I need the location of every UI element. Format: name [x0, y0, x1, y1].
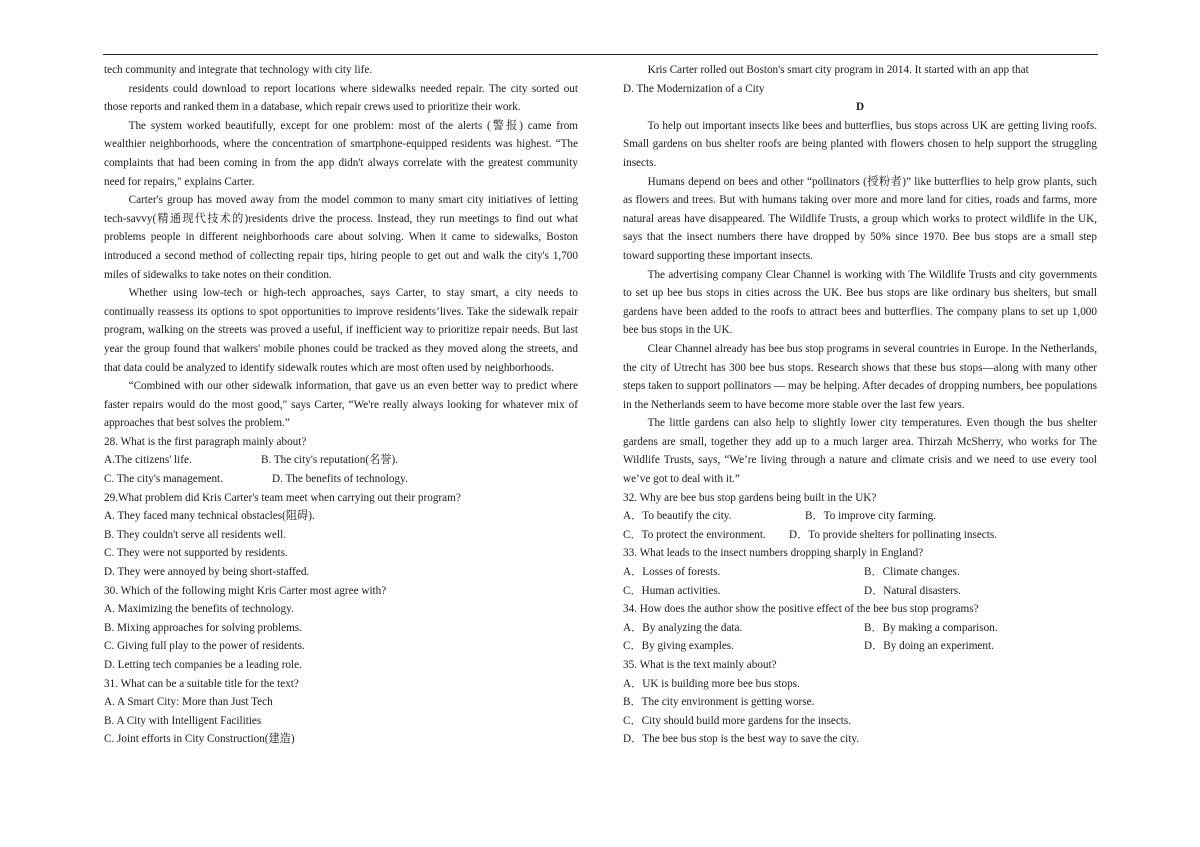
- top-rule: [103, 54, 1098, 55]
- question-35: 35. What is the text mainly about?: [623, 659, 777, 671]
- option: B．By making a comparison.: [864, 621, 998, 634]
- option: A. A Smart City: More than Just Tech: [104, 696, 273, 709]
- paragraph: “Combined with our other sidewalk information, that gave us an even better way to predict where faster repairs would do the most good," says Carter, “We're really always looking for whatever mix of approaches that best solves the problem.”: [104, 380, 578, 430]
- option: B. A City with Intelligent Facilities: [104, 714, 262, 727]
- option: A．To beautify the city.: [623, 510, 732, 523]
- options-row: [623, 526, 1097, 545]
- question-34: 34. How does the author show the positive effect of the bee bus stop programs?: [623, 603, 979, 616]
- options-row: [623, 563, 1097, 582]
- option: C．By giving examples.: [623, 640, 734, 653]
- option: B．Climate changes.: [864, 566, 960, 579]
- option: A. They faced many technical obstacles(阻碍).: [104, 510, 315, 523]
- option: C. Giving full play to the power of residents.: [104, 640, 305, 653]
- option: C. Joint efforts in City Construction(建造): [104, 733, 295, 746]
- option: D. Letting tech companies be a leading role.: [104, 659, 302, 671]
- paragraph: Clear Channel already has bee bus stop programs in several countries in Europe. In the Netherlands, the city of Utrecht has 300 bee bus stops. Research shows that these bus stops—along with many other steps taken to support pollinators — may be helping. After decades of dropping numbers, bee populations in the Netherlands seem to have become more stable over the last few years.: [623, 342, 1097, 411]
- option: A．By analyzing the data.: [623, 621, 743, 634]
- option: B．To improve city farming.: [805, 510, 936, 523]
- option: C．City should build more gardens for the insects.: [623, 714, 852, 727]
- paragraph: Kris Carter rolled out Boston's smart city program in 2014. It started with an app that: [647, 64, 1029, 76]
- question-32: 32. Why are bee bus stop gardens being built in the UK?: [623, 491, 877, 504]
- options-row: [623, 619, 1097, 638]
- question-28: 28. What is the first paragraph mainly about?: [104, 435, 307, 448]
- option: A.The citizens' life.: [104, 454, 192, 467]
- option: D．The bee bus stop is the best way to save the city.: [623, 733, 860, 746]
- question-31: 31. What can be a suitable title for the text?: [104, 677, 299, 690]
- paragraph: tech community and integrate that technology with city life.: [104, 64, 373, 76]
- option: C．To protect the environment.: [623, 528, 766, 541]
- paragraph: Carter's group has moved away from the model common to many smart city initiatives of letting tech-savvy(精通现代技术的)residents drive the process. Instead, they run meetings to find out what problems people in different neighborhoods care about solving. When it came to sidewalks, Boston introduced a second method of collecting repair tips, hiring people to get out and walk the city's 1,700 miles of sidewalks to take notes on their condition.: [104, 194, 578, 281]
- paragraph: Whether using low-tech or high-tech approaches, says Carter, to stay smart, a city needs to continually reassess its options to spot opportunities to improve residents’lives. Take the sidewalk repair program, walking on the streets was proved a useful, if inefficient way to prioritize repair needs. But last year the group found that walkers' mobile phones could be tracked as they moved along the streets, and that data could be analyzed to identify sidewalk routes which are most often used by neighborhoods.: [104, 287, 578, 374]
- paragraph: The little gardens can also help to slightly lower city temperatures. Even though the bus shelter gardens are small, together they add up to a much larger area. Thirzah McSherry, who works for The Wildlife Trusts, says, “We’re living through a nature and climate crisis and we need to use every tool we’ve got to deal with it.”: [623, 417, 1097, 486]
- section-heading: D: [855, 101, 865, 114]
- paragraph: To help out important insects like bees and butterflies, bus stops across UK are getting living roofs. Small gardens on bus shelter roofs are being planted with flowers chosen to help support the struggling insects.: [623, 119, 1097, 169]
- option: B．The city environment is getting worse.: [623, 696, 815, 709]
- option: D．By doing an experiment.: [864, 640, 994, 653]
- options-row: [623, 507, 1097, 526]
- options-row: [104, 451, 578, 470]
- option: C．Human activities.: [623, 584, 721, 597]
- options-row: [104, 470, 578, 489]
- option: D. They were annoyed by being short-staffed.: [104, 566, 310, 579]
- option: A．Losses of forests.: [623, 566, 721, 579]
- question-29: 29.What problem did Kris Carter's team meet when carrying out their program?: [104, 491, 461, 504]
- left-column: [104, 61, 578, 749]
- option: D. The benefits of technology.: [272, 473, 408, 486]
- option: A．UK is building more bee bus stops.: [623, 677, 800, 690]
- option: B. The city's reputation(名誉).: [261, 454, 398, 467]
- question-30: 30. Which of the following might Kris Carter most agree with?: [104, 584, 387, 597]
- paragraph: Humans depend on bees and other “pollinators (授粉者)” like butterflies to help grow plants, such as flowers and trees. But with humans taking over more and more land for cities, roads and farms, more natural areas have disappeared. The Wildlife Trusts, a group which works to protect wildlife in the UK, says that the insect numbers there have dropped by 50% since 1970. Bee bus stops are a small step toward supporting these important insects.: [623, 175, 1097, 262]
- option: D．To provide shelters for pollinating insects.: [789, 528, 998, 541]
- options-row: [623, 582, 1097, 601]
- option: C. They were not supported by residents.: [104, 547, 288, 560]
- option: C. The city's management.: [104, 473, 223, 486]
- paragraph: The system worked beautifully, except for one problem: most of the alerts (警报) came from wealthier neighborhoods, where the concentration of smartphone-equipped residents was highest. “The complaints that had been coming in from the app didn't always correlate with the greatest community need for repairs," explains Carter.: [104, 119, 578, 188]
- option: B. They couldn't serve all residents well.: [104, 528, 287, 541]
- options-row: [623, 637, 1097, 656]
- paragraph: The advertising company Clear Channel is working with The Wildlife Trusts and city governments to set up bee bus stops in cities across the UK. Bee bus stops are like ordinary bus shelters, but small gardens have been added to the roofs to attract bees and butterflies. The company plans to set up 1,000 bee bus stops in the UK.: [623, 268, 1097, 337]
- paragraph: residents could download to report locations where sidewalks needed repair. The city sorted out those reports and ranked them in a database, which repair crews used to prioritize their work.: [104, 82, 578, 114]
- option: D．Natural disasters.: [864, 584, 961, 597]
- question-33: 33. What leads to the insect numbers dropping sharply in England?: [623, 547, 924, 560]
- right-column: [623, 61, 1097, 749]
- option: A. Maximizing the benefits of technology.: [104, 603, 294, 616]
- option: D. The Modernization of a City: [623, 82, 765, 95]
- option: B. Mixing approaches for solving problems.: [104, 621, 302, 634]
